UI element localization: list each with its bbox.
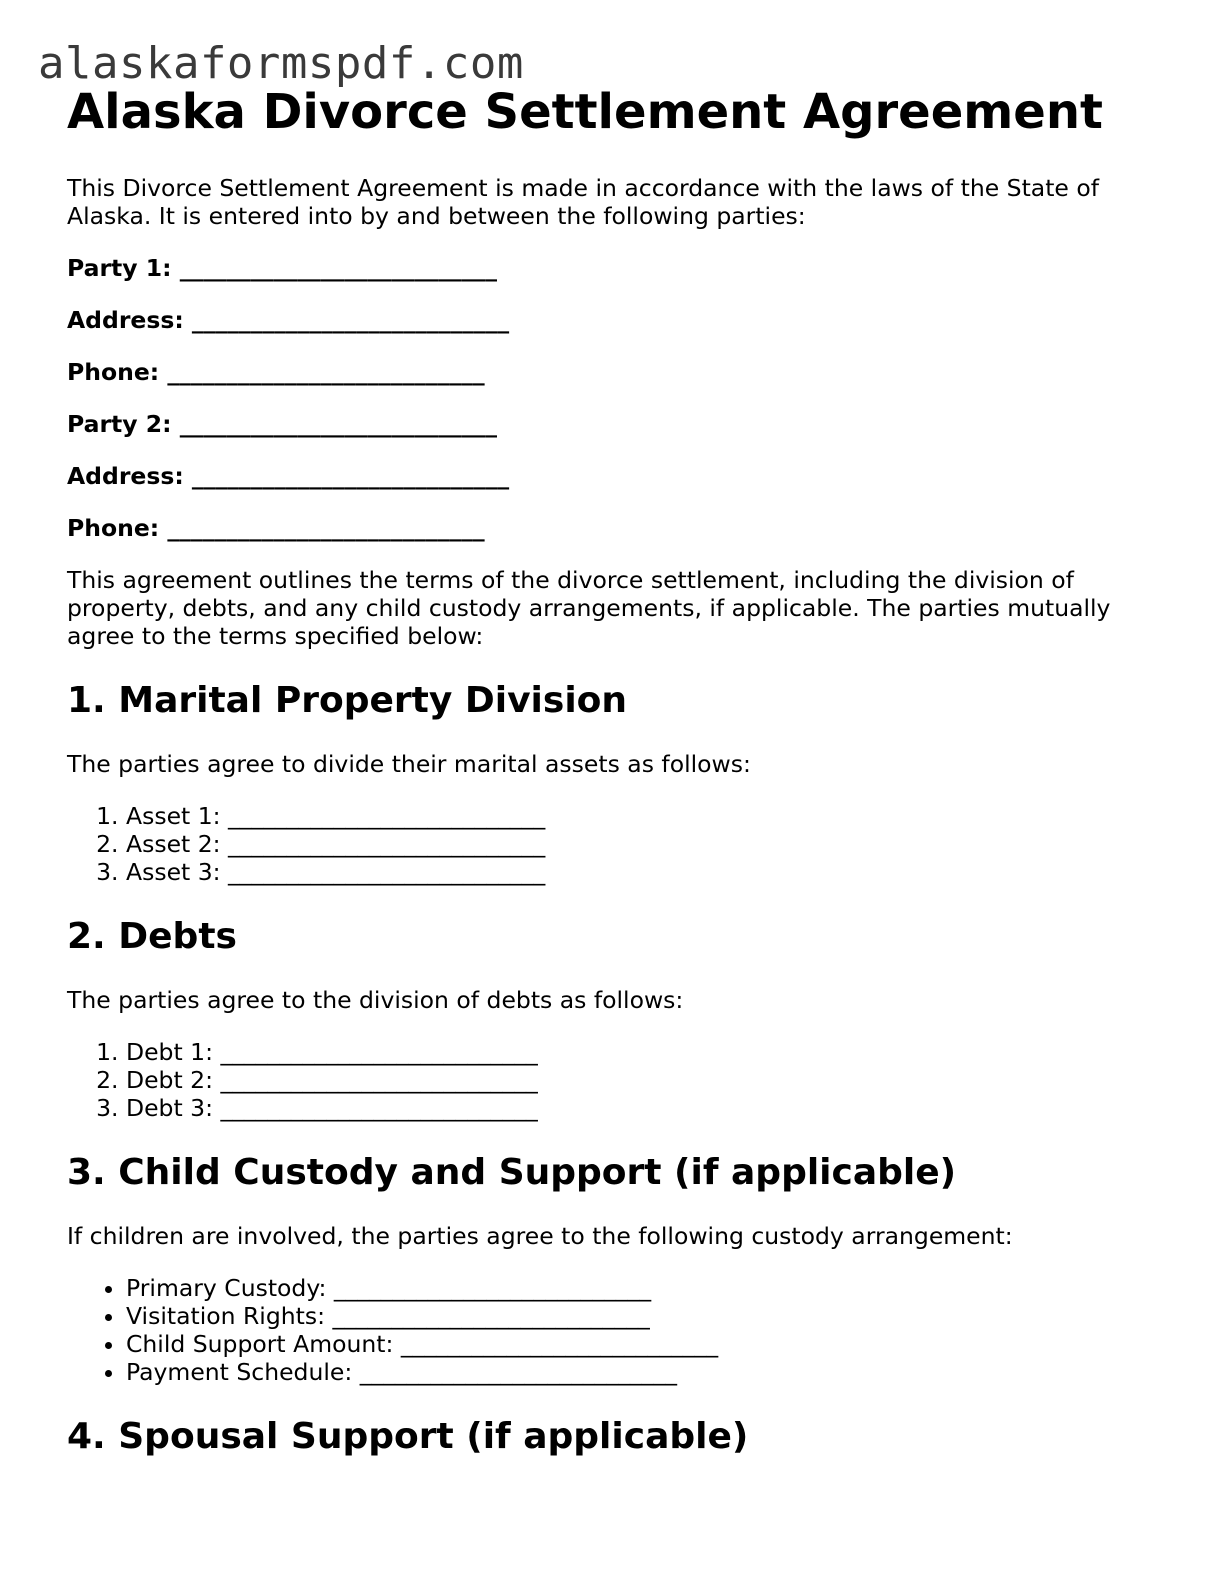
party-1-phone-label: Phone: [67, 358, 160, 386]
party-1-blank[interactable]: ___________________________ [179, 254, 497, 282]
custody-item-support-amount[interactable]: • Child Support Amount: ___________________________ [126, 1330, 1177, 1358]
custody-intro: If children are involved, the parties agree to the following custody arrangement: [67, 1222, 1013, 1250]
party-1-address-label: Address: [67, 306, 184, 334]
outline-paragraph: This agreement outlines the terms of the divorce settlement, including the division of property, debts, and any child custody arrangements, if applicable. The parties mutually agree to the terms specified below: [67, 566, 1111, 650]
section-heading-spousal-support: 4. Spousal Support (if applicable) [67, 1416, 749, 1457]
debt-item[interactable]: 3. Debt 3: ___________________________ [126, 1094, 1177, 1122]
party-2-address-label: Address: [67, 462, 184, 490]
custody-list [67, 1274, 1177, 1386]
party-1-address-blank[interactable]: ___________________________ [191, 306, 510, 334]
party-2-blank[interactable]: ___________________________ [179, 410, 497, 438]
debts-intro: The parties agree to the division of debts as follows: [67, 986, 684, 1014]
party-2-label: Party 2: [67, 410, 172, 438]
asset-item[interactable]: 1. Asset 1: ___________________________ [126, 802, 1177, 830]
party-2-field [67, 410, 1177, 438]
debt-list [67, 1038, 1177, 1122]
party-2-phone-label: Phone: [67, 514, 160, 542]
party-1-phone-blank[interactable]: ___________________________ [167, 358, 485, 386]
section-heading-property: 1. Marital Property Division [67, 680, 628, 721]
custody-item-visitation[interactable]: • Visitation Rights: ___________________________ [126, 1302, 1177, 1330]
property-intro: The parties agree to divide their marital assets as follows: [67, 750, 751, 778]
party-1-field [67, 254, 1177, 282]
party-2-address-blank[interactable]: ___________________________ [191, 462, 510, 490]
party-1-phone-field [67, 358, 1177, 386]
custody-item-payment-schedule[interactable]: • Payment Schedule: ___________________________ [126, 1358, 1177, 1386]
custody-item-primary[interactable]: • Primary Custody: ___________________________ [126, 1274, 1177, 1302]
asset-item[interactable]: 2. Asset 2: ___________________________ [126, 830, 1177, 858]
party-2-phone-field [67, 514, 1177, 542]
asset-list [67, 802, 1177, 886]
debt-item[interactable]: 2. Debt 2: ___________________________ [126, 1066, 1177, 1094]
debt-item[interactable]: 1. Debt 1: ___________________________ [126, 1038, 1177, 1066]
section-heading-debts: 2. Debts [67, 916, 237, 957]
party-1-address-field [67, 306, 1177, 334]
watermark: alaskaformspdf.com [38, 38, 524, 89]
intro-paragraph: This Divorce Settlement Agreement is made in accordance with the laws of the State of Alaska. It is entered into by and between the following parties: [67, 174, 1100, 230]
asset-item[interactable]: 3. Asset 3: ___________________________ [126, 858, 1177, 886]
document-title: Alaska Divorce Settlement Agreement [67, 84, 1103, 140]
section-heading-custody: 3. Child Custody and Support (if applicable) [67, 1152, 957, 1193]
party-1-label: Party 1: [67, 254, 172, 282]
party-2-phone-blank[interactable]: ___________________________ [167, 514, 485, 542]
document-body [67, 80, 1177, 1462]
party-2-address-field [67, 462, 1177, 490]
